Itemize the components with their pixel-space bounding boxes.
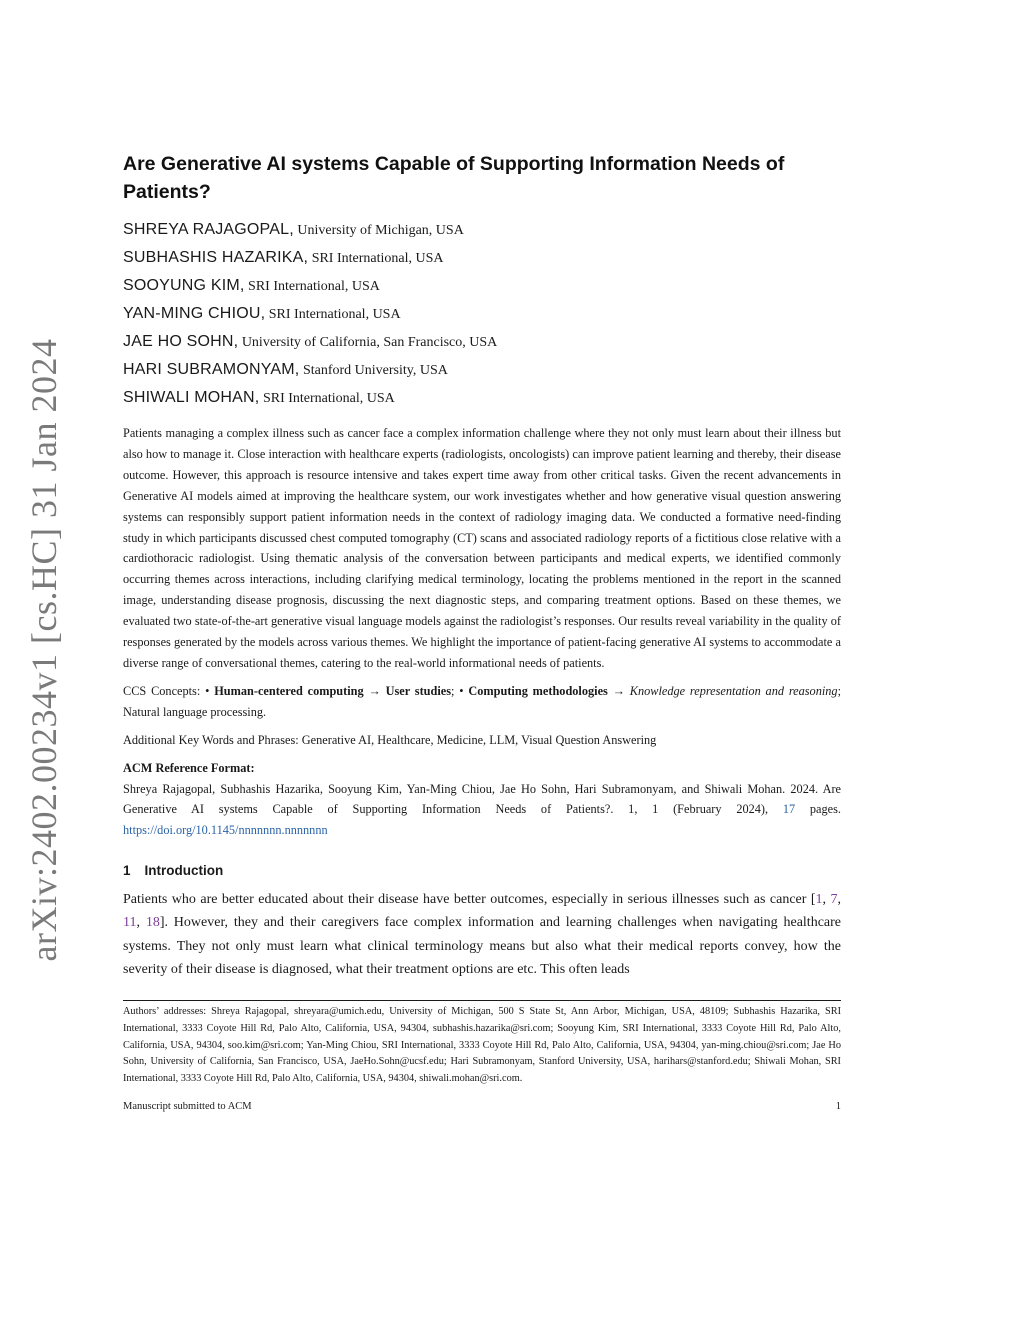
acm-reference [123,758,841,842]
footnote-rule [123,1000,841,1001]
author-affiliation: University of California, San Francisco, USA [238,335,498,350]
author-name: HARI SUBRAMONYAM, [123,361,300,378]
ccs-rest: ; Natural language processing. [123,683,841,719]
arxiv-stamp-text: arXiv:2402.00234v1 [cs.HC] 31 Jan 2024 [24,338,64,962]
author-line [123,384,841,412]
authors-addresses-footnote: Authors’ addresses: Shreya Rajagopal, shreyara@umich.edu, University of Michigan, 500 S State St, Ann Arbor, Michigan, USA, 48109; Subhashis Hazarika, SRI International, 3333 Coyote Hill Rd, Palo Alto, California, USA, 94304, subhashis.hazarika@sri.com; Sooyung Kim, SRI International, 3333 Coyote Hill Rd, Palo Alto, California, USA, 94304, soo.kim@sri.com; Yan-Ming Chiou, SRI International, 3333 Coyote Hill Rd, Palo Alto, California, USA, 94304, yan-ming.chiou@sri.com; Jae Ho Sohn, University of California, San Francisco, USA, JaeHo.Sohn@ucsf.edu; Hari Subramonyam, Stanford University, USA, harihars@stanford.edu; Shiwali Mohan, SRI International, 3333 Coyote Hill Rd, Palo Alto, California, USA, 94304, shiwali.mohan@sri.com. [123,1006,841,1085]
author-line [123,356,841,384]
abstract: Patients managing a complex illness such as cancer face a complex information challenge where they not only must learn about their illness but also how to manage it. Close interaction with healthcare experts (radiologists, oncologists) can improve patient learning and thereby, their disease outcome. However, this approach is resource intensive and takes expert time away from other critical tasks. Given the recent advancements in Generative AI models aimed at improving the healthcare system, our work investigates whether and how generative visual question answering systems can responsibly support patient information needs in the context of radiology imaging data. We conducted a formative need-finding study in which participants discussed chest computed tomography (CT) scans and associated radiology reports of a fictitious close relative with a cardiothoracic radiologist. Using thematic analysis of the conversation between participants and medical experts, we identified commonly occurring themes across interactions, including clarifying medical terminology, locating the problems mentioned in the report in the scanned image, understanding disease prognosis, discussing the next diagnostic steps, and comparing treatment options. Based on these themes, we evaluated two state-of-the-art generative visual language models against the radiologist’s responses. Our results reveal variability in the quality of responses generated by the models across various themes. We highlight the importance of patient-facing generative AI systems to accommodate a diverse range of conversational themes, catering to the real-world informational needs of patients. [123,426,841,670]
ccs-separator: ; [451,683,460,698]
author-name: SHIWALI MOHAN, [123,389,260,406]
author-affiliation: SRI International, USA [244,279,380,294]
ccs-arrow: → [363,683,386,698]
author-line [123,272,841,300]
acm-citation: Shreya Rajagopal, Subhashis Hazarika, Sooyung Kim, Yan-Ming Chiou, Jae Ho Sohn, Hari Subramonyam, and Shiwali Mohan. 2024. Are Generative AI systems Capable of Supporting Information Needs of Patients?. 1, 1 (February 2024), [123,781,841,817]
author-name: YAN-MING CHIOU, [123,305,266,322]
author-affiliation: SRI International, USA [308,251,444,266]
author-affiliation: SRI International, USA [265,307,401,322]
intro-text: Patients who are better educated about their disease have better outcomes, especially in serious illnesses such as cancer [ [123,892,816,908]
author-name: JAE HO SOHN, [123,333,239,350]
citation-link[interactable]: 18 [145,915,160,931]
acm-reference-text [123,779,841,842]
paper-title: Are Generative AI systems Capable of Supporting Information Needs of Patients? [123,153,785,203]
intro-text: , [822,892,831,908]
citation-link[interactable]: 1 [815,892,823,908]
ccs-hcc: Human-centered computing [214,683,364,698]
author-line [123,328,841,356]
ccs-computing-methodologies: Computing methodologies [468,683,608,698]
citation-link[interactable]: 11 [123,915,137,931]
author-list [123,216,841,412]
ccs-user-studies: User studies [385,683,451,698]
citation-link[interactable]: 7 [830,892,838,908]
ccs-arrow: → [607,683,630,698]
page-number: 1 [835,1101,841,1112]
section-heading [123,861,841,881]
ccs-bullet: • [459,683,469,698]
author-line [123,244,841,272]
author-name: SHREYA RAJAGOPAL, [123,221,294,238]
author-line [123,300,841,328]
intro-paragraph [123,888,841,981]
section-number: 1 [123,863,131,879]
author-affiliation: SRI International, USA [259,391,395,406]
section-title: Introduction [144,863,224,879]
acm-reference-heading: ACM Reference Format: [123,760,255,775]
ccs-krr: Knowledge representation and reasoning [629,683,838,698]
doi-link[interactable]: https://doi.org/10.1145/nnnnnnn.nnnnnnn [123,823,328,838]
author-name: SUBHASHIS HAZARIKA, [123,249,309,266]
ccs-label: CCS Concepts: [123,683,206,698]
paper-body [123,150,841,981]
arxiv-stamp [14,338,74,962]
intro-text: , [136,915,146,931]
ccs-concepts [123,681,841,723]
ccs-bullet: • [205,683,215,698]
author-affiliation: University of Michigan, USA [293,223,464,238]
keywords: Additional Key Words and Phrases: Generative AI, Healthcare, Medicine, LLM, Visual Question Answering [123,732,657,747]
pages-link[interactable]: 17 [782,802,796,817]
pages-suffix: pages. [795,802,841,817]
author-line [123,216,841,244]
intro-text: , [837,892,841,908]
author-name: SOOYUNG KIM, [123,277,245,294]
footer-manuscript: Manuscript submitted to ACM [123,1101,252,1112]
author-affiliation: Stanford University, USA [299,363,448,378]
page-footer [123,1101,841,1112]
intro-text: ]. However, they and their caregivers face complex information and learning challenges when navigating healthcare systems. They not only must learn what clinical terminology means but also what their medical reports convey, how the severity of their disease is diagnosed, what their treatment options are etc. This often leads [123,915,841,977]
